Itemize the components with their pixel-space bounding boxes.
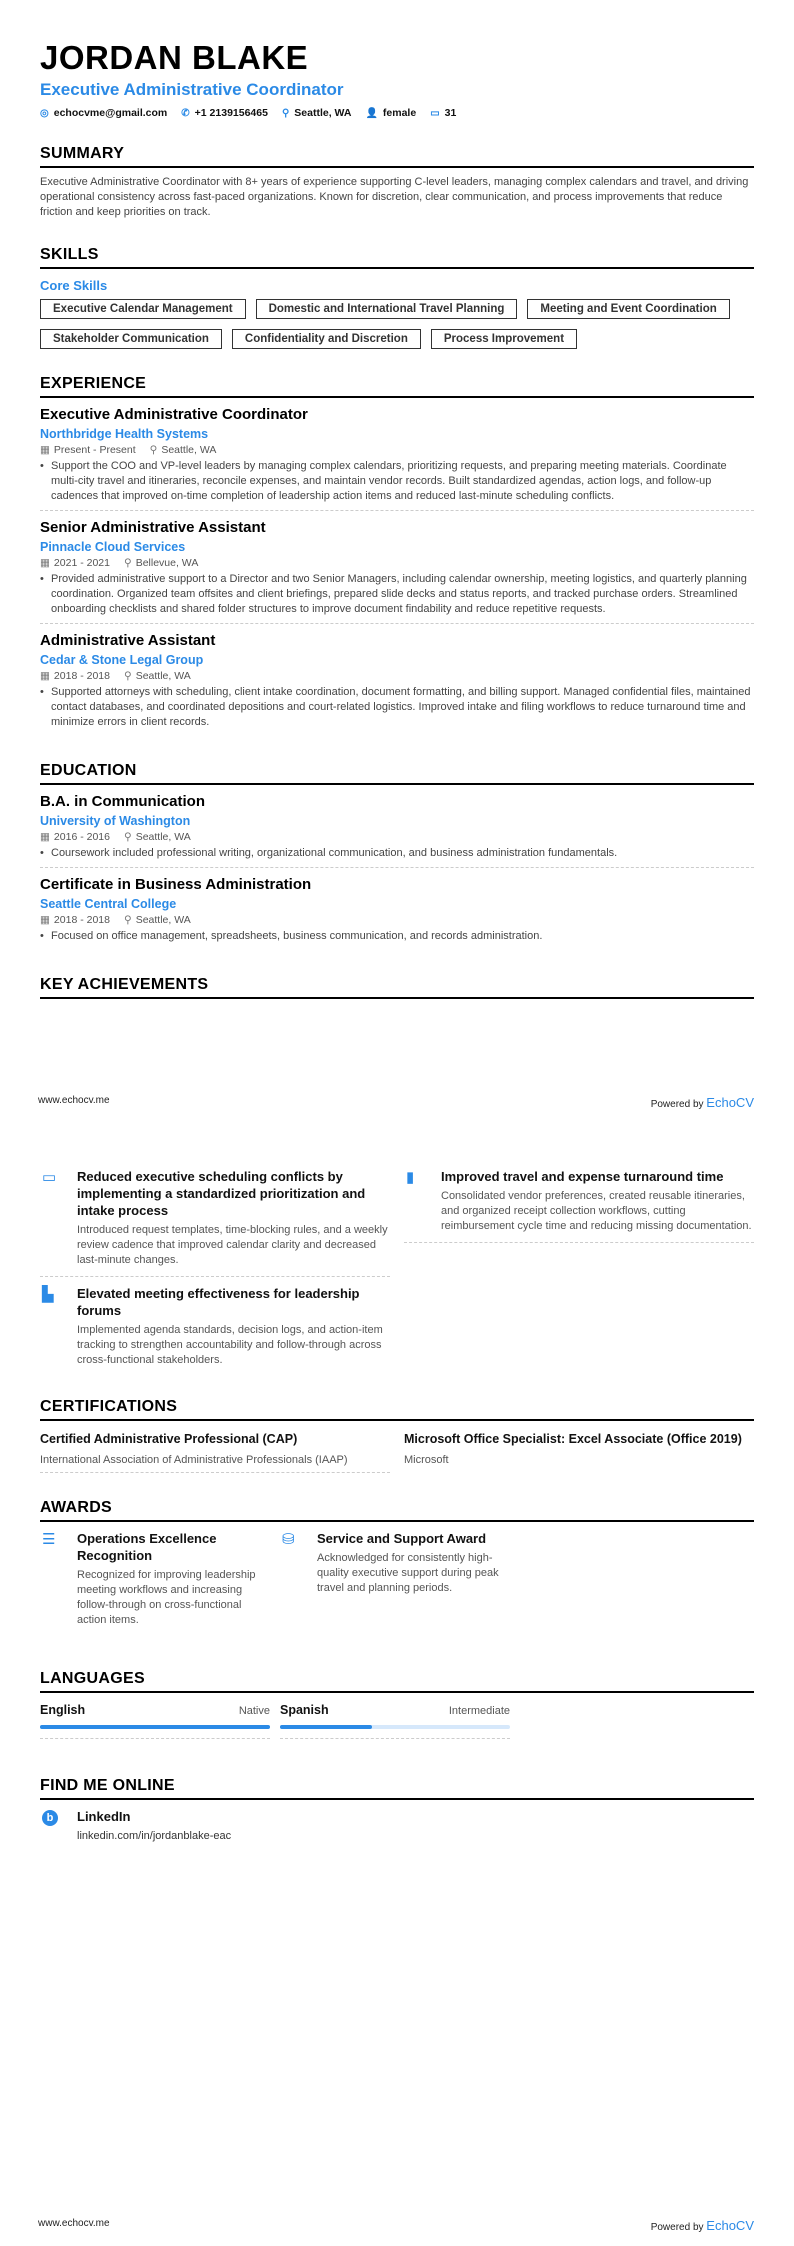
resume-page-2 <box>0 1123 794 2246</box>
school-name: Seattle Central College <box>40 897 177 911</box>
certification-item <box>404 1421 754 1473</box>
language-item <box>280 1693 510 1739</box>
language-level: Native <box>238 1705 270 1717</box>
award-title: Operations Excellence Recognition <box>77 1531 217 1563</box>
achievement-item <box>40 1160 390 1277</box>
achievement-text: Introduced request templates, time-blocking rules, and a weekly review cadence that improved calendar clarity and decreased last-minute changes. <box>77 1224 388 1266</box>
section-heading: EXPERIENCE <box>40 375 754 398</box>
award-text: Recognized for improving leadership meeting workflows and increasing follow-through on cross-functional action items. <box>77 1569 256 1626</box>
award-item <box>40 1522 280 1636</box>
location-icon: ⚲ <box>123 670 132 682</box>
dates: Present - Present <box>53 444 136 456</box>
company-name: Pinnacle Cloud Services <box>40 540 186 554</box>
experience-item: Executive Administrative Coordinator Northbridge Health Systems ▦ Present - Present ⚲ Seattle, WA • Support the COO and VP-level leaders by managing complex calendars, prioritizing requests, and preparing meeting materials. Coordinate multi-city travel and itineraries, reconcile expenses, and maintain vendor records. Built standardized agendas, action logs, and follow-up cadences that improved on-time completion of leadership action items and reduced last-minute scheduling conflicts. <box>40 398 754 511</box>
language-name: Spanish <box>280 1703 329 1717</box>
language-level: Intermediate <box>448 1705 510 1717</box>
job-description: Provided administrative support to a Director and two Senior Managers, including calendar ownership, meeting logistics, and quarterly planning coordination. Organized team offsites and client briefings, prepared slide decks and status reports, and tracked purchase orders. Streamlined onboarding checklists and shared folder structures to improve document findability and reduce repetitive requests. <box>51 573 747 615</box>
skills-list <box>40 299 754 349</box>
document-icon: ▙ <box>42 1286 54 1303</box>
certification-name: Certified Administrative Professional (CAP) <box>40 1432 298 1446</box>
section-heading: LANGUAGES <box>40 1670 754 1693</box>
section-heading: KEY ACHIEVEMENTS <box>40 976 754 999</box>
section-heading: EDUCATION <box>40 762 754 785</box>
candidate-name: JORDAN BLAKE <box>40 39 309 76</box>
achievement-title: Improved travel and expense turnaround time <box>441 1169 724 1184</box>
award-title: Service and Support Award <box>317 1531 487 1546</box>
section-heading: SKILLS <box>40 246 754 269</box>
proficiency-bar <box>280 1725 510 1729</box>
profile-url[interactable]: linkedin.com/in/jordanblake-eac <box>77 1830 232 1842</box>
online-section <box>40 1777 754 1852</box>
calendar-icon: ▦ <box>40 557 50 569</box>
degree: B.A. in Communication <box>40 793 205 810</box>
contact-item: ▭ 31 <box>430 107 457 119</box>
contact-item: 👤 female <box>365 107 417 119</box>
database-icon: ⛁ <box>282 1531 295 1548</box>
company-name: Cedar & Stone Legal Group <box>40 653 204 667</box>
section-heading: FIND ME ONLINE <box>40 1777 754 1800</box>
page-footer <box>38 1095 754 1110</box>
profile-name: LinkedIn <box>77 1809 131 1824</box>
calendar-icon: ▦ <box>40 831 50 843</box>
footer-site-link[interactable]: www.echocv.me <box>38 1095 110 1106</box>
building-icon: ▮ <box>406 1169 415 1186</box>
page-footer <box>38 2218 754 2233</box>
contact-item: ⚲ Seattle, WA <box>281 107 352 119</box>
location-icon: ⚲ <box>123 914 132 926</box>
location: Bellevue, WA <box>135 557 199 569</box>
language-name: English <box>40 1703 86 1717</box>
education-section <box>40 762 754 950</box>
contact-item: ✆ +1 2139156465 <box>181 107 268 119</box>
dates: 2021 - 2021 <box>53 557 110 569</box>
languages-section <box>40 1670 754 1739</box>
location-icon: ⚲ <box>149 444 158 456</box>
achievement-title: Elevated meeting effectiveness for leadership forums <box>77 1286 360 1318</box>
job-description: Supported attorneys with scheduling, client intake coordination, document formatting, and billing support. Managed confidential files, maintained contact databases, and coordinated depositions and court-related logistics. Improved intake and filing workflows to reduce turnaround time and minimize errors in client records. <box>51 686 751 728</box>
footer-powered: Powered by EchoCV <box>650 1095 754 1110</box>
dates: 2018 - 2018 <box>53 914 110 926</box>
job-title: Administrative Assistant <box>40 632 216 649</box>
school-name: University of Washington <box>40 814 191 828</box>
location-icon: ⚲ <box>281 108 290 119</box>
summary-section <box>40 145 754 220</box>
proficiency-fill <box>280 1725 372 1729</box>
contact-info <box>40 107 754 119</box>
achievement-text: Implemented agenda standards, decision logs, and action-item tracking to strengthen accountability and follow-through across cross-functional stakeholders. <box>77 1324 383 1366</box>
phone-icon: ✆ <box>181 108 190 119</box>
experience-section <box>40 375 754 736</box>
achievements-list <box>40 1160 754 1376</box>
person-icon: 👤 <box>365 108 378 119</box>
skill-tag: Executive Calendar Management <box>40 299 246 319</box>
achievement-item <box>40 1277 390 1376</box>
skill-tag: Confidentiality and Discretion <box>232 329 421 349</box>
awards-section <box>40 1499 754 1636</box>
job-title: Senior Administrative Assistant <box>40 519 266 536</box>
education-description: Focused on office management, spreadsheets, business communication, and records administration. <box>51 930 543 942</box>
degree: Certificate in Business Administration <box>40 876 312 893</box>
skills-section <box>40 246 754 349</box>
company-name: Northbridge Health Systems <box>40 427 209 441</box>
location: Seattle, WA <box>135 831 191 843</box>
calendar-icon: ▦ <box>40 914 50 926</box>
dates: 2018 - 2018 <box>53 670 110 682</box>
achievement-title: Reduced executive scheduling conflicts by implementing a standardized prioritization and intake process <box>77 1169 366 1218</box>
online-profile-item <box>40 1800 754 1852</box>
job-title: Executive Administrative Coordinator <box>40 406 308 423</box>
certifications-section <box>40 1398 754 1473</box>
certification-item <box>40 1421 390 1473</box>
section-heading: SUMMARY <box>40 145 754 168</box>
email-icon: ◎ <box>40 108 49 119</box>
achievement-text: Consolidated vendor preferences, created reusable itineraries, and organized receipt collection workflows, cutting reimbursement cycle time and reducing missing documentation. <box>441 1190 752 1232</box>
brand-logo: EchoCV <box>706 1095 754 1110</box>
calendar-icon: ▦ <box>40 444 50 456</box>
section-heading: AWARDS <box>40 1499 754 1522</box>
achievements-section <box>40 976 754 999</box>
achievement-item <box>404 1160 754 1243</box>
contact-item: ◎ echocvme@gmail.com <box>40 107 168 119</box>
skills-group-title: Core Skills <box>40 278 108 293</box>
certification-issuer: Microsoft <box>404 1454 449 1466</box>
skill-tag: Meeting and Event Coordination <box>527 299 729 319</box>
experience-item: Administrative Assistant Cedar & Stone Legal Group ▦ 2018 - 2018 ⚲ Seattle, WA • Supported attorneys with scheduling, client intake coordination, document formatting, and billing support. Managed confidential files, maintained contact databases, and coordinated depositions and court-related logistics. Improved intake and filing workflows to reduce turnaround time and minimize errors in client records. <box>40 624 754 736</box>
calendar-icon: ▭ <box>430 108 440 119</box>
skill-tag: Stakeholder Communication <box>40 329 222 349</box>
award-item <box>280 1522 520 1636</box>
monitor-icon: ▭ <box>42 1169 57 1186</box>
calendar-icon: ▦ <box>40 670 50 682</box>
footer-powered: Powered by EchoCV <box>650 2218 754 2233</box>
footer-site-link[interactable]: www.echocv.me <box>38 2218 110 2229</box>
education-item: Certificate in Business Administration Seattle Central College ▦ 2018 - 2018 ⚲ Seattle, WA • Focused on office management, spreadsheets, business communication, and records administration. <box>40 868 754 950</box>
education-item: B.A. in Communication University of Washington ▦ 2016 - 2016 ⚲ Seattle, WA • Coursework included professional writing, organizational communication, and business administration fundamentals. <box>40 785 754 868</box>
proficiency-fill <box>40 1725 270 1729</box>
job-description: Support the COO and VP-level leaders by managing complex calendars, prioritizing requests, and preparing meeting materials. Coordinate multi-city travel and itineraries, reconcile expenses, and maintain vendor records. Built standardized agendas, action logs, and follow-up cadences that improved on-time completion of leadership action items and reduced last-minute scheduling conflicts. <box>51 460 727 502</box>
certification-name: Microsoft Office Specialist: Excel Associate (Office 2019) <box>404 1432 742 1446</box>
proficiency-bar <box>40 1725 270 1729</box>
skill-tag: Domestic and International Travel Planning <box>256 299 518 319</box>
brand-logo: EchoCV <box>706 2218 754 2233</box>
experience-item: Senior Administrative Assistant Pinnacle Cloud Services ▦ 2021 - 2021 ⚲ Bellevue, WA • Provided administrative support to a Director and two Senior Managers, including calendar ownership, meeting logistics, and quarterly planning coordination. Organized team offsites and client briefings, prepared slide decks and status reports, and tracked purchase orders. Streamlined onboarding checklists and shared folder structures to improve document findability and reduce repetitive requests. <box>40 511 754 624</box>
certification-issuer: International Association of Administrative Professionals (IAAP) <box>40 1454 348 1466</box>
summary-text: Executive Administrative Coordinator with 8+ years of experience supporting C-level leaders, managing complex calendars and travel, and driving operational consistency across fast-paced organizations. Known for discretion, clear communication, and process improvements that reduce friction and keep priorities on track. <box>40 176 749 218</box>
dates: 2016 - 2016 <box>53 831 110 843</box>
section-heading: CERTIFICATIONS <box>40 1398 754 1421</box>
skill-tag: Process Improvement <box>431 329 577 349</box>
linkedin-icon: b <box>40 1808 77 1844</box>
location: Seattle, WA <box>135 670 191 682</box>
award-text: Acknowledged for consistently high-quality executive support during peak travel and planning periods. <box>317 1552 499 1594</box>
education-description: Coursework included professional writing, organizational communication, and business administration fundamentals. <box>51 847 618 859</box>
location-icon: ⚲ <box>123 557 132 569</box>
language-item <box>40 1693 270 1739</box>
location: Seattle, WA <box>135 914 191 926</box>
candidate-title: Executive Administrative Coordinator <box>40 80 344 99</box>
location: Seattle, WA <box>161 444 217 456</box>
list-icon: ☰ <box>42 1531 56 1548</box>
location-icon: ⚲ <box>123 831 132 843</box>
